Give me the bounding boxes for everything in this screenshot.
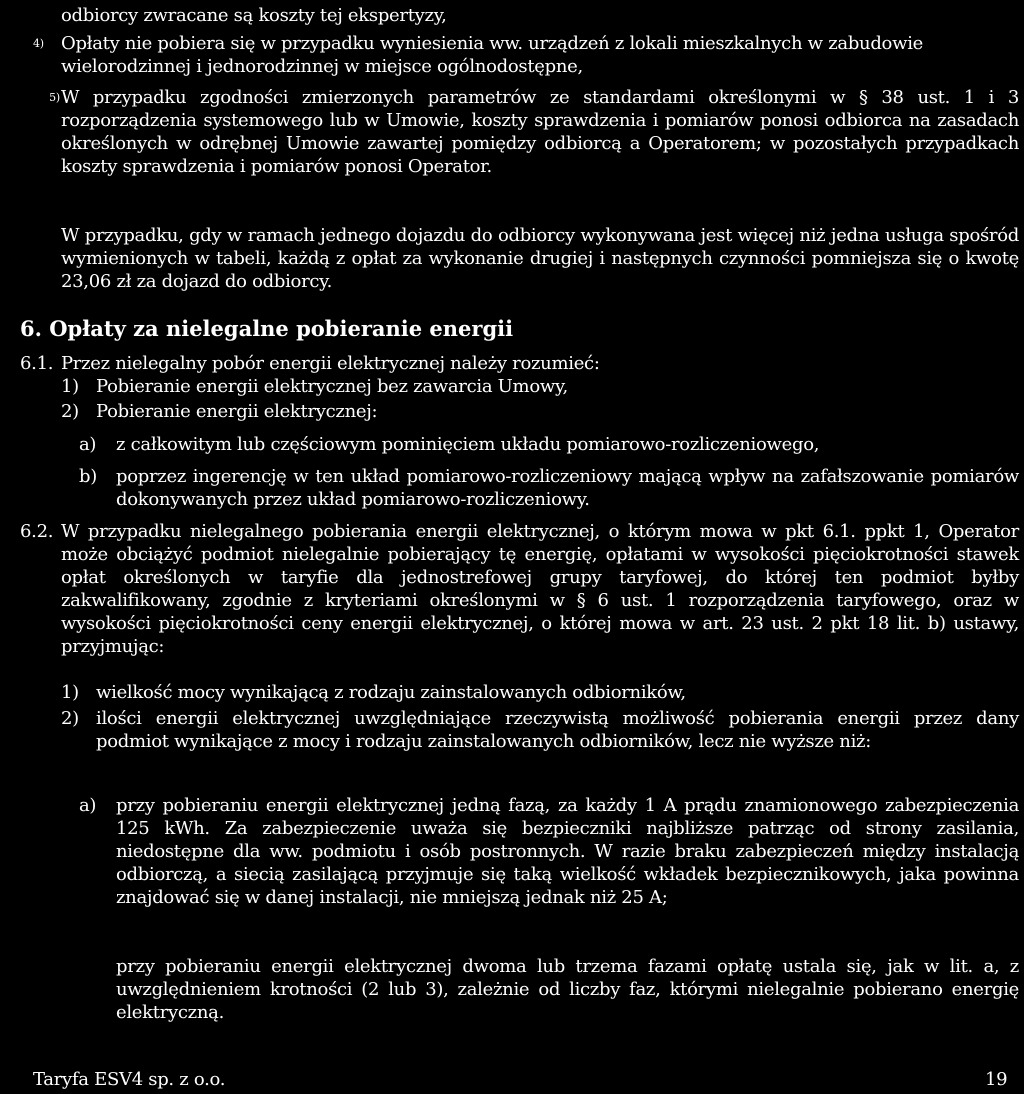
sublist-continuation-text: przy pobieraniu energii elektrycznej dwoma lub trzema fazami opłatę ustala się, jak w lit. a, z uwzględnieniem krotności (2 lub 3), zależnie od liczby faz, którymi nielegalnie pobierano energię elektryczną. <box>116 956 1019 1023</box>
list-item-text: ilości energii elektrycznej uwzględniające rzeczywistą możliwość pobierania energii przez dany podmiot wynikające z mocy i rodzaju zainstalowanych odbiorników, lecz nie wyższe niż: <box>96 708 1019 752</box>
note-4-text: Opłaty nie pobiera się w przypadku wyniesienia ww. urządzeń z lokali mieszkalnych w zabudowie wielorodzinnej i jednorodzinnej w miejsce ogólnodostępne, <box>61 33 924 77</box>
section-6-1-text: Przez nielegalny pobór energii elektrycznej należy rozumieć: <box>61 353 600 374</box>
sublist-item-letter: a) <box>79 795 97 816</box>
footer-company: Taryfa ESV4 sp. z o.o. <box>33 1069 226 1090</box>
list-item-number: 2) <box>61 708 79 729</box>
section-6-1-number: 6.1. <box>20 353 54 374</box>
list-item-number: 1) <box>61 376 79 397</box>
list-item-text: wielkość mocy wynikającą z rodzaju zainstalowanych odbiorników, <box>96 682 686 703</box>
note-marker-5: 5) <box>49 91 60 104</box>
sublist-item-text: z całkowitym lub częściowym pominięciem układu pomiarowo-rozliczeniowego, <box>116 434 820 455</box>
list-item-number: 1) <box>61 682 79 703</box>
sublist-item-text: przy pobieraniu energii elektrycznej jedną fazą, za każdy 1 A prądu znamionowego zabezpieczenia 125 kWh. Za zabezpieczenie uważa się bezpieczniki najbliższe patrząc od strony zasilania, niedostępne dla ww. podmiotu i osób postronnych. W razie braku zabezpieczeń między instalacją odbiorczą, a siecią zasilającą przyjmuje się taką wielkość wkładek bezpiecznikowych, jaka powinna znajdować się w danej instalacji, nie mniejszą jednak niż 25 A; <box>116 795 1019 908</box>
sublist-item-letter: b) <box>79 466 97 487</box>
sublist-item-letter: a) <box>79 434 97 455</box>
section-6-2-number: 6.2. <box>20 521 54 542</box>
page-number: 19 <box>985 1069 1008 1090</box>
list-item-text: Pobieranie energii elektrycznej: <box>96 401 378 422</box>
section-6-2-text: W przypadku nielegalnego pobierania energii elektrycznej, o którym mowa w pkt 6.1. ppkt 1, Operator może obciążyć podmiot nielegalnie pobierający tę energię, opłatami w wysokości pięciokrotności stawek opłat określonych w taryfie dla jednostrefowej grupy taryfowej, do której ten podmiot byłby zakwalifikowany, zgodnie z kryteriami określonymi w § 6 ust. 1 rozporządzenia taryfowego, oraz w wysokości pięciokrotności ceny energii elektrycznej, o której mowa w art. 23 ust. 2 pkt 18 lit. b) ustawy, przyjmując: <box>61 521 1019 657</box>
list-item-text: Pobieranie energii elektrycznej bez zawarcia Umowy, <box>96 376 568 397</box>
note-marker-4: 4) <box>33 37 44 50</box>
list-item-number: 2) <box>61 401 79 422</box>
service-discount-paragraph: W przypadku, gdy w ramach jednego dojazdu do odbiorcy wykonywana jest więcej niż jedna usługa spośród wymienionych w tabeli, każdą z opłat za wykonanie drugiej i następnych czynności pomniejsza się o kwotę 23,06 zł za dojazd do odbiorcy. <box>61 225 1019 292</box>
section-heading: 6. Opłaty za nielegalne pobieranie energii <box>20 316 514 341</box>
sublist-item-text: poprzez ingerencję w ten układ pomiarowo-rozliczeniowy mającą wpływ na zafałszowanie pomiarów dokonywanych przez układ pomiarowo-rozliczeniowy. <box>116 466 1019 510</box>
intro-line: odbiorcy zwracane są koszty tej ekspertyzy, <box>61 5 447 26</box>
note-5-text: W przypadku zgodności zmierzonych parametrów ze standardami określonymi w § 38 ust. 1 i 3 rozporządzenia systemowego lub w Umowie, koszty sprawdzenia i pomiarów ponosi odbiorca na zasadach określonych w odrębnej Umowie zawartej pomiędzy odbiorcą a Operatorem; w pozostałych przypadkach koszty sprawdzenia i pomiarów ponosi Operator. <box>61 87 1019 177</box>
